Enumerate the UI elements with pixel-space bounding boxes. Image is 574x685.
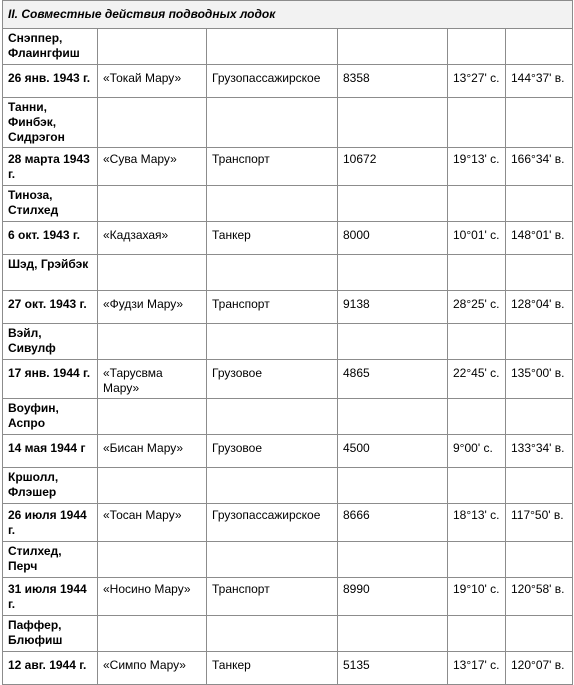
tonnage-cell: 4500 xyxy=(338,435,448,468)
empty-cell xyxy=(448,542,506,578)
ship-row xyxy=(3,578,573,616)
empty-cell xyxy=(448,186,506,222)
ship-type-cell: Транспорт xyxy=(207,291,338,324)
submarine-group-row xyxy=(3,29,573,65)
latitude-cell: 28°25' с. xyxy=(448,291,506,324)
tonnage-cell: 8666 xyxy=(338,504,448,542)
ship-name-cell: «Симпо Мару» xyxy=(98,652,207,685)
empty-cell xyxy=(207,468,338,504)
empty-cell xyxy=(506,399,573,435)
empty-cell xyxy=(448,255,506,291)
empty-cell xyxy=(98,324,207,360)
latitude-cell: 19°10' с. xyxy=(448,578,506,616)
ship-type-cell: Грузовое xyxy=(207,435,338,468)
longitude-cell: 120°58' в. xyxy=(506,578,573,616)
empty-cell xyxy=(338,186,448,222)
latitude-cell: 10°01' с. xyxy=(448,222,506,255)
latitude-cell: 22°45' с. xyxy=(448,360,506,399)
empty-cell xyxy=(338,468,448,504)
longitude-cell: 166°34' в. xyxy=(506,148,573,186)
longitude-cell: 148°01' в. xyxy=(506,222,573,255)
empty-cell xyxy=(448,616,506,652)
empty-cell xyxy=(98,616,207,652)
empty-cell xyxy=(98,98,207,148)
date-cell: 31 июля 1944 г. xyxy=(3,578,98,616)
longitude-cell: 144°37' в. xyxy=(506,65,573,98)
date-cell: 26 июля 1944 г. xyxy=(3,504,98,542)
longitude-cell: 135°00' в. xyxy=(506,360,573,399)
longitude-cell: 133°34' в. xyxy=(506,435,573,468)
tonnage-cell: 8358 xyxy=(338,65,448,98)
ship-type-cell: Транспорт xyxy=(207,578,338,616)
ship-row xyxy=(3,148,573,186)
submarines-cell: Стилхед, Перч xyxy=(3,542,98,578)
ship-type-cell: Транспорт xyxy=(207,148,338,186)
submarine-group-row xyxy=(3,186,573,222)
ship-row xyxy=(3,360,573,399)
date-cell: 26 янв. 1943 г. xyxy=(3,65,98,98)
date-cell: 28 марта 1943 г. xyxy=(3,148,98,186)
longitude-cell: 117°50' в. xyxy=(506,504,573,542)
section-title: II. Совместные действия подводных лодок xyxy=(3,1,573,29)
submarines-cell: Шэд, Грэйбэк xyxy=(3,255,98,291)
empty-cell xyxy=(338,255,448,291)
empty-cell xyxy=(506,324,573,360)
empty-cell xyxy=(448,399,506,435)
submarine-group-row xyxy=(3,468,573,504)
empty-cell xyxy=(506,468,573,504)
longitude-cell: 120°07' в. xyxy=(506,652,573,685)
latitude-cell: 19°13' с. xyxy=(448,148,506,186)
submarine-group-row xyxy=(3,616,573,652)
empty-cell xyxy=(338,29,448,65)
empty-cell xyxy=(207,255,338,291)
tonnage-cell: 4865 xyxy=(338,360,448,399)
empty-cell xyxy=(448,468,506,504)
latitude-cell: 13°17' с. xyxy=(448,652,506,685)
submarines-cell: Кршолл, Флэшер xyxy=(3,468,98,504)
submarine-group-row xyxy=(3,255,573,291)
ship-type-cell: Танкер xyxy=(207,652,338,685)
ship-name-cell: «Бисан Мару» xyxy=(98,435,207,468)
empty-cell xyxy=(207,399,338,435)
tonnage-cell: 8990 xyxy=(338,578,448,616)
ship-row xyxy=(3,652,573,685)
ship-row xyxy=(3,504,573,542)
empty-cell xyxy=(207,29,338,65)
empty-cell xyxy=(98,399,207,435)
tonnage-cell: 5135 xyxy=(338,652,448,685)
date-cell: 27 окт. 1943 г. xyxy=(3,291,98,324)
empty-cell xyxy=(98,468,207,504)
ship-name-cell: «Тосан Мару» xyxy=(98,504,207,542)
submarines-cell: Воуфин, Аспро xyxy=(3,399,98,435)
tonnage-cell: 9138 xyxy=(338,291,448,324)
ship-name-cell: «Токай Мару» xyxy=(98,65,207,98)
empty-cell xyxy=(448,98,506,148)
tonnage-cell: 8000 xyxy=(338,222,448,255)
submarine-group-row xyxy=(3,399,573,435)
ship-name-cell: «Фудзи Мару» xyxy=(98,291,207,324)
submarines-cell: Паффер, Блюфиш xyxy=(3,616,98,652)
empty-cell xyxy=(98,255,207,291)
submarine-group-row xyxy=(3,542,573,578)
date-cell: 6 окт. 1943 г. xyxy=(3,222,98,255)
ship-row xyxy=(3,65,573,98)
ship-name-cell: «Носино Мару» xyxy=(98,578,207,616)
empty-cell xyxy=(506,255,573,291)
tonnage-cell: 10672 xyxy=(338,148,448,186)
empty-cell xyxy=(506,542,573,578)
empty-cell xyxy=(98,542,207,578)
empty-cell xyxy=(207,186,338,222)
submarine-group-row xyxy=(3,324,573,360)
empty-cell xyxy=(506,186,573,222)
empty-cell xyxy=(338,542,448,578)
empty-cell xyxy=(338,616,448,652)
submarines-cell: Танни, Финбэк, Сидрэгон xyxy=(3,98,98,148)
empty-cell xyxy=(98,186,207,222)
submarine-group-row xyxy=(3,98,573,148)
date-cell: 14 мая 1944 г xyxy=(3,435,98,468)
empty-cell xyxy=(207,98,338,148)
ship-row xyxy=(3,291,573,324)
empty-cell xyxy=(338,98,448,148)
empty-cell xyxy=(207,616,338,652)
ship-type-cell: Грузопассажирское xyxy=(207,504,338,542)
empty-cell xyxy=(448,324,506,360)
ship-type-cell: Грузопассажирское xyxy=(207,65,338,98)
losses-table xyxy=(2,0,573,685)
submarines-cell: Тиноза, Стилхед xyxy=(3,186,98,222)
latitude-cell: 18°13' с. xyxy=(448,504,506,542)
latitude-cell: 9°00' с. xyxy=(448,435,506,468)
empty-cell xyxy=(506,29,573,65)
empty-cell xyxy=(506,616,573,652)
empty-cell xyxy=(338,324,448,360)
ship-name-cell: «Тарусвма Мару» xyxy=(98,360,207,399)
empty-cell xyxy=(98,29,207,65)
ship-type-cell: Танкер xyxy=(207,222,338,255)
empty-cell xyxy=(338,399,448,435)
ship-row xyxy=(3,222,573,255)
ship-name-cell: «Кадзахая» xyxy=(98,222,207,255)
ship-row xyxy=(3,435,573,468)
empty-cell xyxy=(207,324,338,360)
section-row xyxy=(3,1,573,29)
latitude-cell: 13°27' с. xyxy=(448,65,506,98)
submarines-cell: Снэппер, Флаингфиш xyxy=(3,29,98,65)
empty-cell xyxy=(448,29,506,65)
ship-name-cell: «Сува Мару» xyxy=(98,148,207,186)
empty-cell xyxy=(207,542,338,578)
date-cell: 17 янв. 1944 г. xyxy=(3,360,98,399)
longitude-cell: 128°04' в. xyxy=(506,291,573,324)
submarines-cell: Вэйл, Сивулф xyxy=(3,324,98,360)
date-cell: 12 авг. 1944 г. xyxy=(3,652,98,685)
empty-cell xyxy=(506,98,573,148)
ship-type-cell: Грузовое xyxy=(207,360,338,399)
